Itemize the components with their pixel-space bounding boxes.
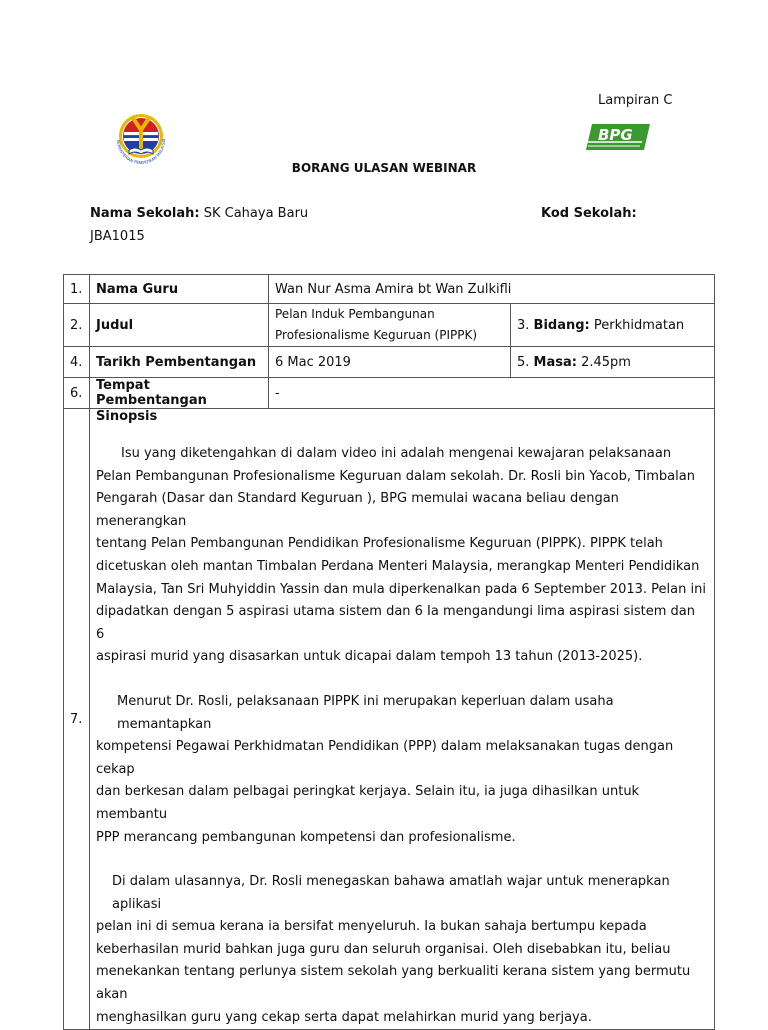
row-sinopsis <box>64 409 715 1030</box>
value-tarikh: 6 Mac 2019 <box>269 347 511 378</box>
label-nama-guru: Nama Guru <box>90 275 269 304</box>
bidang-cell <box>511 304 715 347</box>
row-number: 1. <box>64 275 90 304</box>
row-judul <box>64 304 715 347</box>
paragraph-line: Malaysia, Tan Sri Muhyiddin Yassin dan mula diperkenalkan pada 6 September 2013. Pelan ini <box>96 581 706 597</box>
paragraph-line: Menurut Dr. Rosli, pelaksanaan PIPPK ini merupakan keperluan dalam usaha memantapkan <box>117 693 614 732</box>
judul-line-1: Pelan Induk Pembangunan <box>275 307 435 321</box>
bidang-label: Bidang: <box>533 317 590 333</box>
svg-text:KEMENTERIAN PENDIDIKAN MALAYSI: KEMENTERIAN PENDIDIKAN MALAYSIA <box>115 138 167 166</box>
sinopsis-paragraph-1 <box>96 443 706 669</box>
row-nama-guru <box>64 275 715 304</box>
paragraph-line: Pengarah (Dasar dan Standard Keguruan ), BPG memulai wacana beliau dengan menerangkan <box>96 491 619 529</box>
paragraph-line: Di dalam ulasannya, Dr. Rosli menegaskan bahawa amatlah wajar untuk menerapkan aplikasi <box>112 874 670 912</box>
row-tarikh <box>64 347 715 378</box>
paragraph-line: menekankan tentang perlunya sistem sekolah yang berkualiti kerana sistem yang bermutu akan <box>96 964 691 1003</box>
label-tarikh: Tarikh Pembentangan <box>90 347 269 378</box>
sinopsis-cell <box>90 409 715 1030</box>
paragraph-line: dicetuskan oleh mantan Timbalan Perdana Menteri Malaysia, merangkap Menteri Pendidikan <box>96 558 700 574</box>
paragraph-line: tentang Pelan Pembangunan Pendidikan Profesionalisme Keguruan (PIPPK). PIPPK telah <box>96 536 663 552</box>
paragraph-line: pelan ini di semua kerana ia bersifat menyeluruh. Ia bukan sahaja bertumpu kepada <box>96 919 647 935</box>
svg-text:BPG: BPG <box>598 126 633 144</box>
school-name-value: SK Cahaya Baru <box>203 206 309 221</box>
judul-line-2: Profesionalisme Keguruan (PIPPK) <box>275 328 478 342</box>
row-tempat <box>64 378 715 409</box>
masa-number: 5. <box>517 354 530 370</box>
webinar-review-form <box>63 274 715 1030</box>
row-number: 2. <box>64 304 90 347</box>
paragraph-line: PPP merancang pembangunan kompetensi dan profesionalisme. <box>96 829 516 845</box>
bidang-number: 3. <box>517 317 530 333</box>
label-tempat: Tempat Pembentangan <box>90 378 269 409</box>
school-name-label: Nama Sekolah: <box>90 206 200 221</box>
lampiran-label: Lampiran C <box>598 93 673 108</box>
paragraph-line: keberhasilan murid bahkan juga guru dan seluruh organisai. Oleh disebabkan itu, beliau <box>96 941 671 957</box>
sinopsis-heading: Sinopsis <box>96 409 158 424</box>
label-judul: Judul <box>90 304 269 347</box>
sinopsis-paragraph-3 <box>96 871 706 1029</box>
paragraph-line: dan berkesan dalam pelbagai peringkat kerjaya. Selain itu, ia juga dihasilkan untuk membantu <box>96 784 640 822</box>
row-number: 4. <box>64 347 90 378</box>
paragraph-line: kompetensi Pegawai Perkhidmatan Pendidikan (PPP) dalam melaksanakan tugas dengan cekap <box>96 739 674 777</box>
masa-value: 2.45pm <box>581 354 631 370</box>
value-judul <box>269 304 511 347</box>
paragraph-line: dipadatkan dengan 5 aspirasi utama sistem dan 6 Ia mengandungi lima aspirasi sistem dan 6 <box>96 604 695 642</box>
form-title: BORANG ULASAN WEBINAR <box>291 161 477 175</box>
paragraph-line: aspirasi murid yang disasarkan untuk dicapai dalam tempoh 13 tahun (2013-2025). <box>96 649 643 665</box>
value-tempat: - <box>269 378 715 409</box>
bidang-value: Perkhidmatan <box>593 317 685 333</box>
kpm-logo <box>109 106 173 168</box>
school-name-line <box>90 206 308 221</box>
paragraph-line: Isu yang diketengahkan di dalam video ini adalah mengenai kewajaran pelaksanaan <box>121 446 672 461</box>
paragraph-line: Pelan Pembangunan Profesionalisme Keguruan dalam sekolah. Dr. Rosli bin Yacob, Timbalan <box>96 468 695 484</box>
sinopsis-paragraph-2 <box>96 691 706 849</box>
value-nama-guru: Wan Nur Asma Amira bt Wan Zulkifli <box>269 275 715 304</box>
school-code-label: Kod Sekolah: <box>541 206 637 221</box>
row-number: 7. <box>64 409 90 1030</box>
school-code-value: JBA1015 <box>90 229 145 244</box>
row-number: 6. <box>64 378 90 409</box>
masa-cell <box>511 347 715 378</box>
bpg-logo <box>584 120 652 154</box>
masa-label: Masa: <box>533 354 577 370</box>
paragraph-line: menghasilkan guru yang cekap serta dapat melahirkan murid yang berjaya. <box>96 1009 592 1025</box>
